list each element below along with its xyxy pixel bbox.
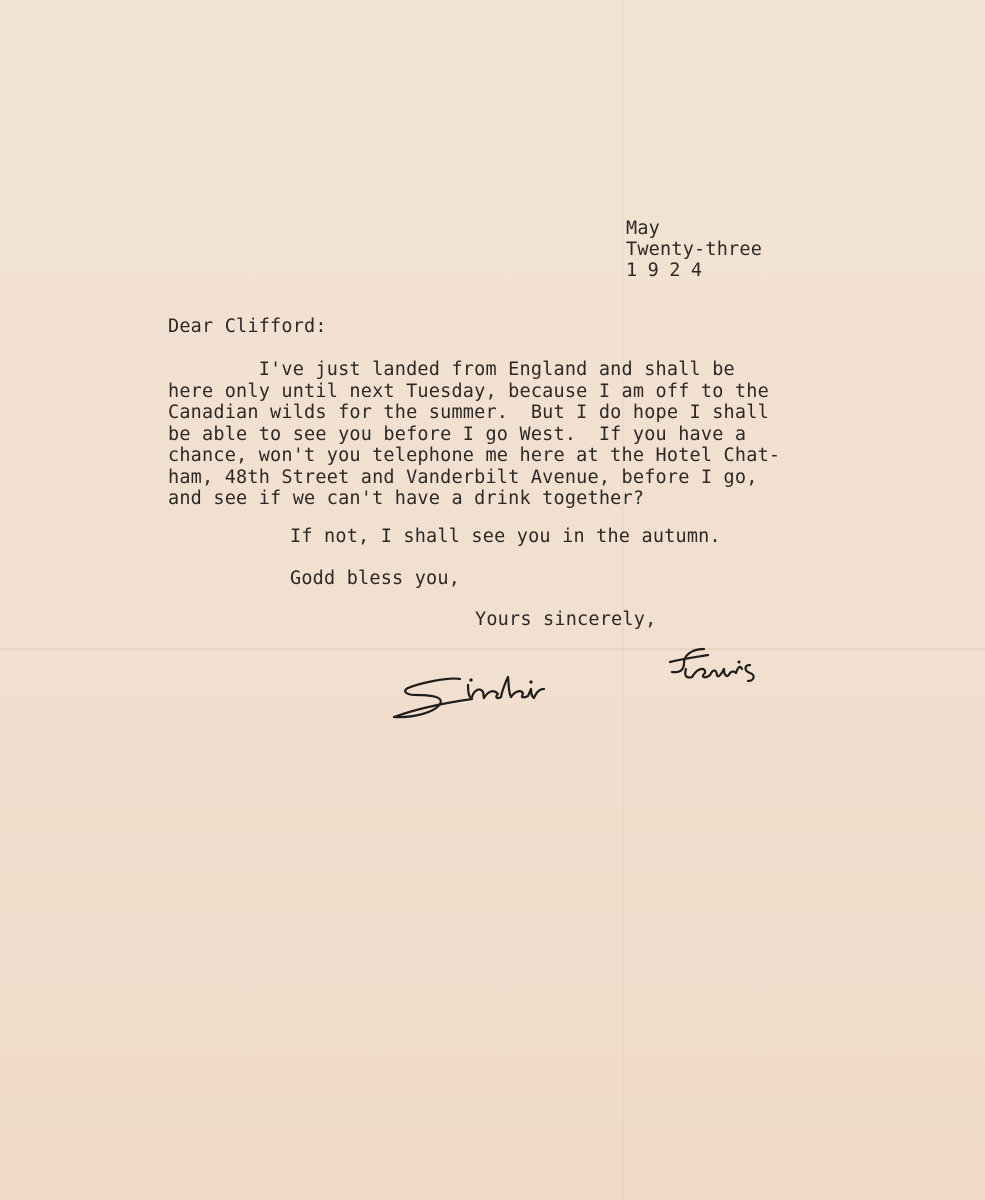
closing-line: Yours sincerely, xyxy=(475,609,657,630)
date-day: Twenty-three xyxy=(626,239,763,260)
body-line: Canadian wilds for the summer. But I do hope I shall xyxy=(168,402,769,423)
body-line: and see if we can't have a drink together? xyxy=(168,488,645,509)
body-line: ham, 48th Street and Vanderbilt Avenue, before I go, xyxy=(168,466,758,488)
body-line: I've just landed from England and shall be xyxy=(168,359,735,380)
body-line: here only until next Tuesday, because I am off to the xyxy=(168,380,769,402)
second-paragraph: If not, I shall see you in the autumn. xyxy=(290,526,721,547)
body-line: be able to see you before I go West. If you have a xyxy=(168,423,747,445)
date-month: May xyxy=(626,218,661,239)
date-year: 1924 xyxy=(626,260,713,281)
salutation: Dear Clifford: xyxy=(168,316,327,337)
blessing-line: Godd bless you, xyxy=(290,568,461,589)
body-line: chance, won't you telephone me here at the Hotel Chat- xyxy=(168,445,781,466)
handwritten-signature xyxy=(380,625,810,735)
body-paragraph xyxy=(168,359,780,510)
paper-fold-vertical xyxy=(622,0,624,1200)
